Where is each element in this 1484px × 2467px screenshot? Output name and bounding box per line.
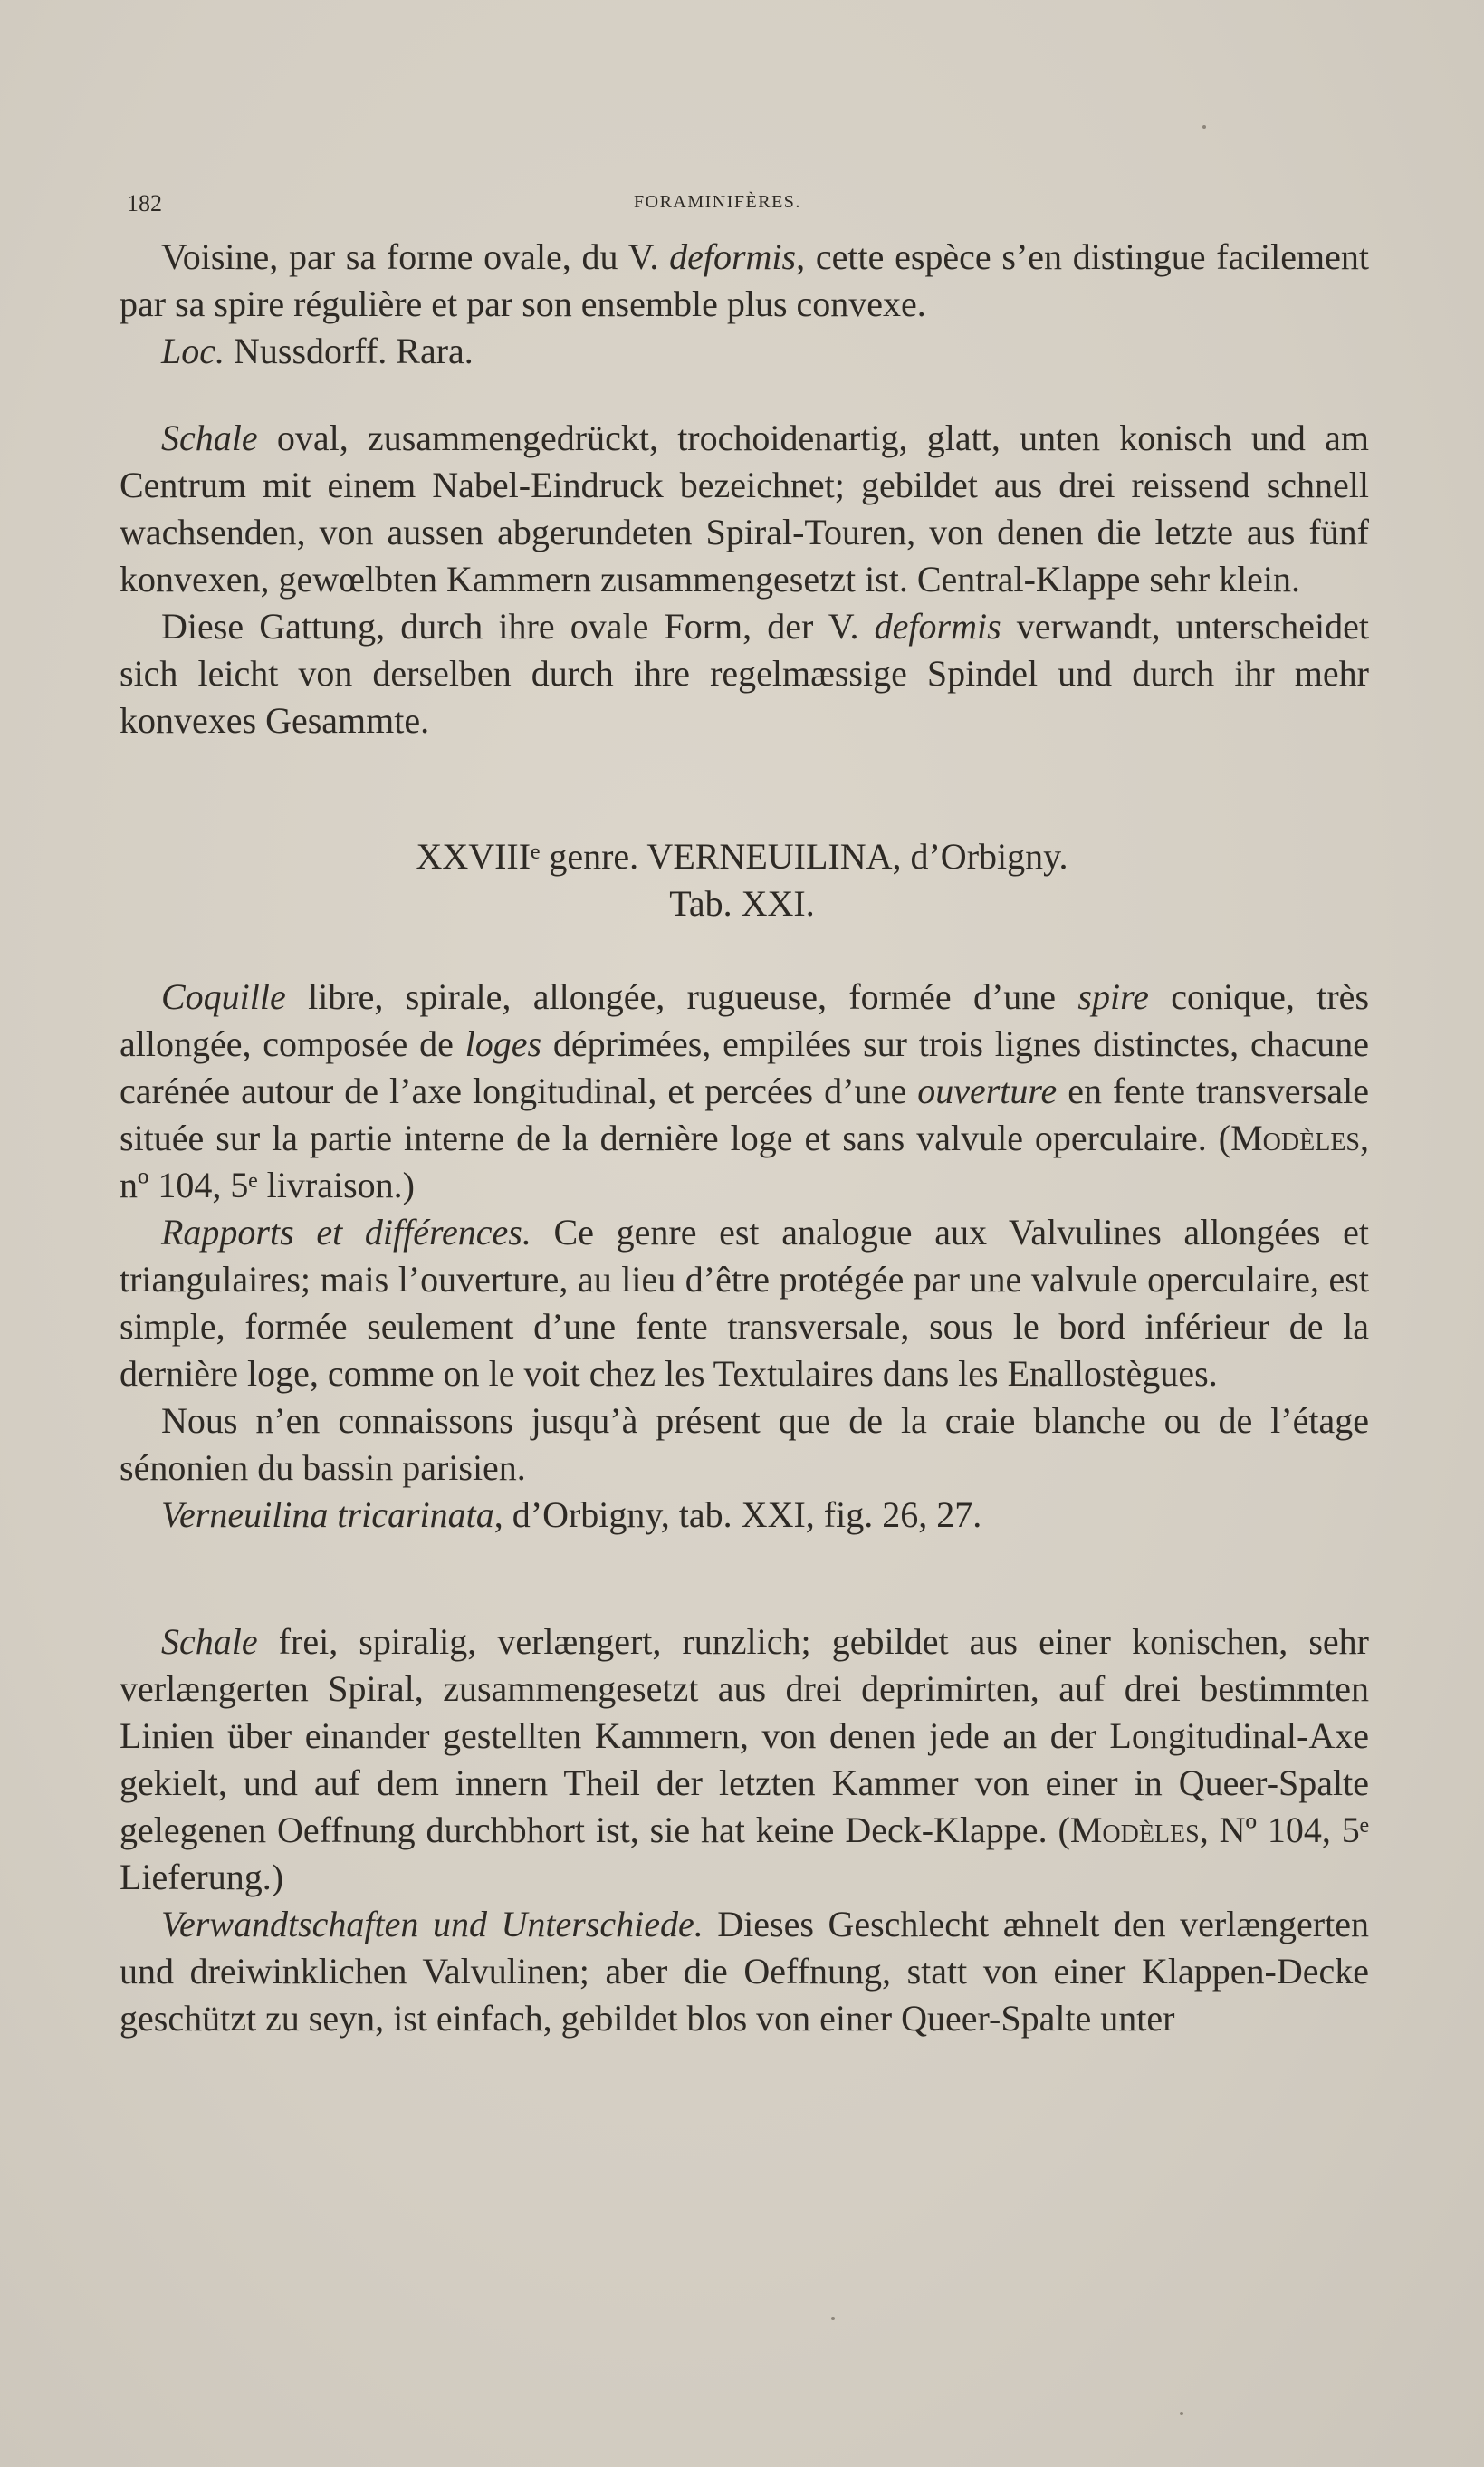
- plate-reference: Tab. XXI.: [669, 883, 815, 924]
- french-description-2: [120, 974, 1369, 1539]
- running-title: FORAMINIFÈRES.: [634, 192, 801, 212]
- paragraph: Voisine, par sa forme ovale, du V. deformis, cette espèce s’en distingue facilement par sa spire régulière et par son ensemble plus convexe.: [120, 236, 1369, 324]
- locality-line: Loc. Nussdorff. Rara.: [161, 331, 474, 371]
- paragraph: Schale frei, spiralig, verlængert, runzlich; gebildet aus einer konischen, sehr verlængerten Spiral, zusammengesetzt aus drei deprimirten, auf drei bestimmten Linien über einander gestellten Kammern, von denen jede an der Longitudinal-Axe gekielt, und auf dem innern Theil der letzten Kammer von einer in Queer-Spalte gelegenen Oeffnung durchbhort ist, sie hat keine Deck-Klappe. (Modèles, Nº 104, 5ᵉ Lieferung.): [120, 1621, 1370, 1897]
- paragraph: Schale oval, zusammengedrückt, trochoidenartig, glatt, unten konisch und am Centrum mit einem Nabel-Eindruck bezeichnet; gebildet aus drei reissend schnell wachsenden, von aussen abgerundeten Spiral-Touren, von denen die letzte aus fünf konvexen, gewœlbten Kammern zusammengesetzt ist. Central-Klappe sehr klein.: [120, 418, 1369, 600]
- paragraph: Coquille libre, spirale, allongée, rugueuse, formée d’une spire conique, très allongée, composée de loges déprimées, empilées sur trois lignes distinctes, chacune carénée autour de l’axe longitudinal, et percées d’une ouverture en fente transversale située sur la partie interne de la dernière loge et sans valvule operculaire. (Modèles, nº 104, 5ᵉ livraison.): [120, 976, 1370, 1205]
- french-description-1: [120, 234, 1369, 375]
- page-header: [0, 190, 1484, 217]
- genus-title: XXVIIIᵉ genre. VERNEUILINA, d’Orbigny.: [416, 836, 1068, 877]
- german-description-2: [120, 1618, 1369, 2042]
- paragraph: Verwandtschaften und Unterschiede. Dieses Geschlecht æhnelt den verlængerten und dreiwinklichen Valvulinen; aber die Oeffnung, statt von einer Klappen-Decke geschützt zu seyn, ist einfach, gebildet blos von einer Queer-Spalte unter: [120, 1904, 1369, 2039]
- paragraph: Diese Gattung, durch ihre ovale Form, der V. deformis verwandt, unterscheidet sich leicht von derselben durch ihre regelmæssige Spindel und durch ihr mehr konvexes Gesammte.: [120, 606, 1369, 741]
- species-line: Verneuilina tricarinata, d’Orbigny, tab. XXI, fig. 26, 27.: [161, 1494, 982, 1535]
- page-number: 182: [127, 190, 162, 216]
- paragraph: Rapports et différences. Ce genre est analogue aux Valvulines allongées et triangulaires; mais l’ouverture, au lieu d’être protégée par une valvule operculaire, est simple, formée seulement d’une fente transversale, sous le bord inférieur de la dernière loge, comme on le voit chez les Textulaires dans les Enallostègues.: [120, 1212, 1370, 1394]
- german-description-1: [120, 415, 1369, 744]
- genus-heading: [0, 833, 1484, 927]
- paragraph: Nous n’en connaissons jusqu’à présent que de la craie blanche ou de l’étage sénonien du bassin parisien.: [120, 1400, 1369, 1488]
